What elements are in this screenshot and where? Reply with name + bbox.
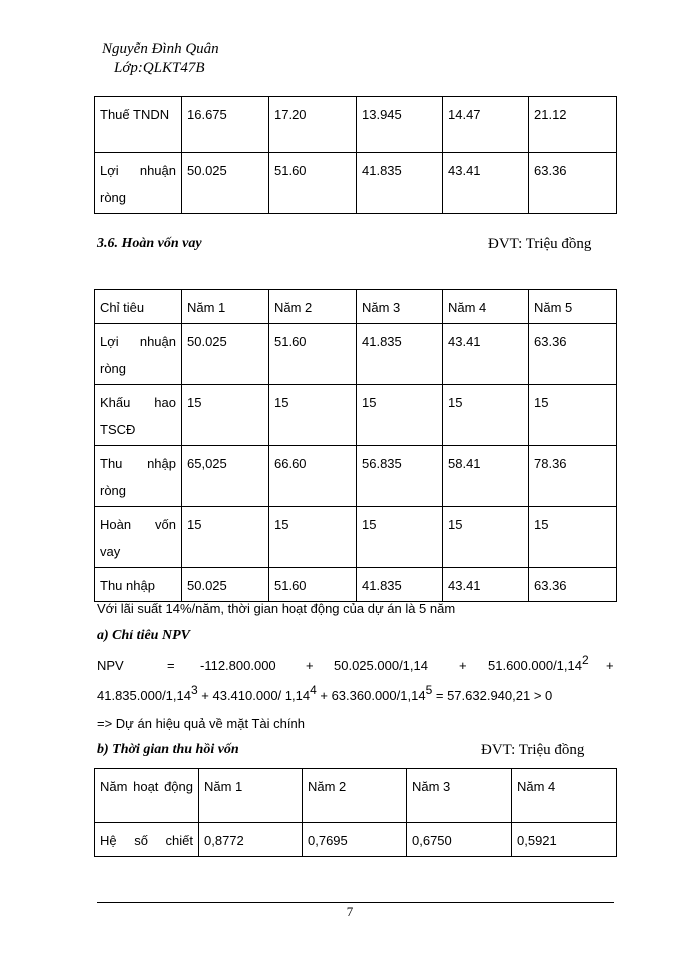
section-heading: 3.6. Hoàn vốn vay xyxy=(97,236,202,251)
row-label: Thu nhập ròng xyxy=(95,446,182,507)
column-header: Năm 2 xyxy=(303,769,407,823)
cell: 51.60 xyxy=(269,568,357,602)
unit-label: ĐVT: Triệu đồng xyxy=(488,236,592,252)
cell: 66.60 xyxy=(269,446,357,507)
cell: 65,025 xyxy=(182,446,269,507)
cell: 0,5921 xyxy=(512,823,617,857)
cell: 16.675 xyxy=(182,97,269,153)
row-label: Khấu hao TSCĐ xyxy=(95,385,182,446)
npv-symbol: NPV xyxy=(97,658,124,673)
cell: 56.835 xyxy=(357,446,443,507)
author-name: Nguyễn Đình Quân xyxy=(102,41,219,57)
cell: 43.41 xyxy=(443,153,529,214)
cell: 0,7695 xyxy=(303,823,407,857)
cell: 15 xyxy=(529,385,617,446)
table-row xyxy=(95,823,617,857)
column-header: Chỉ tiêu xyxy=(95,290,182,324)
column-header: Năm 3 xyxy=(357,290,443,324)
npv-term: 41.835.000/1,14 xyxy=(97,688,191,703)
table-row xyxy=(95,97,617,153)
cell: 15 xyxy=(529,507,617,568)
row-label: Lợi nhuận ròng xyxy=(95,153,182,214)
npv-term: + 63.360.000/1,14 xyxy=(316,688,426,703)
cell: 41.835 xyxy=(357,153,443,214)
payback-heading: b) Thời gian thu hồi vốn xyxy=(97,742,239,757)
cell: 15 xyxy=(443,507,529,568)
row-label: Hệ số chiết xyxy=(95,823,199,857)
cell: 0,8772 xyxy=(199,823,303,857)
row-label: Thuế TNDN xyxy=(95,97,182,153)
npv-term-exponent: 5 xyxy=(425,683,433,697)
cell: 15 xyxy=(182,385,269,446)
column-header: Năm 4 xyxy=(443,290,529,324)
npv-term-exponent: 2 xyxy=(581,653,589,667)
cell: 41.835 xyxy=(357,568,443,602)
cell: 63.36 xyxy=(529,153,617,214)
plus-sign: + xyxy=(459,658,467,673)
cell: 63.36 xyxy=(529,324,617,385)
column-header: Năm 1 xyxy=(199,769,303,823)
cell: 51.60 xyxy=(269,153,357,214)
npv-term-exponent: 3 xyxy=(190,683,198,697)
cell: 15 xyxy=(182,507,269,568)
npv-term-base: 51.600.000/1,14 xyxy=(488,658,582,673)
cell: 21.12 xyxy=(529,97,617,153)
cell: 0,6750 xyxy=(407,823,512,857)
npv-term: -112.800.000 xyxy=(200,658,276,673)
cell: 15 xyxy=(357,507,443,568)
cell: 50.025 xyxy=(182,324,269,385)
cell: 17.20 xyxy=(269,97,357,153)
cell: 50.025 xyxy=(182,153,269,214)
cell: 14.47 xyxy=(443,97,529,153)
cell: 15 xyxy=(269,385,357,446)
page-number: 7 xyxy=(346,904,354,919)
column-header: Năm 5 xyxy=(529,290,617,324)
table-row xyxy=(95,507,617,568)
cell: 15 xyxy=(269,507,357,568)
column-header: Năm hoạt động xyxy=(95,769,199,823)
column-header: Năm 3 xyxy=(407,769,512,823)
column-header: Năm 4 xyxy=(512,769,617,823)
row-label: Thu nhập xyxy=(95,568,182,602)
column-header: Năm 2 xyxy=(269,290,357,324)
table-row xyxy=(95,324,617,385)
row-label: Hoàn vốn vay xyxy=(95,507,182,568)
cell: 50.025 xyxy=(182,568,269,602)
cell: 58.41 xyxy=(443,446,529,507)
plus-sign: + xyxy=(306,658,314,673)
column-header: Năm 1 xyxy=(182,290,269,324)
cell: 51.60 xyxy=(269,324,357,385)
cell: 63.36 xyxy=(529,568,617,602)
npv-term: + 43.410.000/ 1,14 xyxy=(197,688,311,703)
npv-conclusion: => Dự án hiệu quả về mặt Tài chính xyxy=(97,716,305,731)
cell: 13.945 xyxy=(357,97,443,153)
table-header-row xyxy=(95,290,617,324)
footer-divider xyxy=(97,902,614,903)
class-label: Lớp:QLKT47B xyxy=(114,60,205,76)
table-header-row xyxy=(95,769,617,823)
table-row xyxy=(95,568,617,602)
npv-term xyxy=(488,653,589,673)
table-row xyxy=(95,446,617,507)
profit-table-continued xyxy=(94,96,617,214)
payback-unit-label: ĐVT: Triệu đồng xyxy=(481,742,585,758)
table-row xyxy=(95,385,617,446)
cell: 15 xyxy=(357,385,443,446)
table-row xyxy=(95,153,617,214)
npv-result: = 57.632.940,21 > 0 xyxy=(432,688,553,703)
row-label: Lợi nhuận ròng xyxy=(95,324,182,385)
loan-repayment-table xyxy=(94,289,617,602)
payback-table xyxy=(94,768,617,857)
cell: 78.36 xyxy=(529,446,617,507)
interest-text: Với lãi suất 14%/năm, thời gian hoạt động của dự án là 5 năm xyxy=(97,601,456,616)
plus-sign: + xyxy=(606,658,614,673)
cell: 43.41 xyxy=(443,568,529,602)
equals-sign: = xyxy=(167,658,175,673)
npv-term-exponent: 4 xyxy=(310,683,317,697)
cell: 43.41 xyxy=(443,324,529,385)
cell: 41.835 xyxy=(357,324,443,385)
npv-term: 50.025.000/1,14 xyxy=(334,658,428,673)
cell: 15 xyxy=(443,385,529,446)
npv-heading: a) Chỉ tiêu NPV xyxy=(97,628,190,643)
npv-formula-line-1 xyxy=(97,653,617,678)
npv-formula-line-2 xyxy=(97,683,553,703)
